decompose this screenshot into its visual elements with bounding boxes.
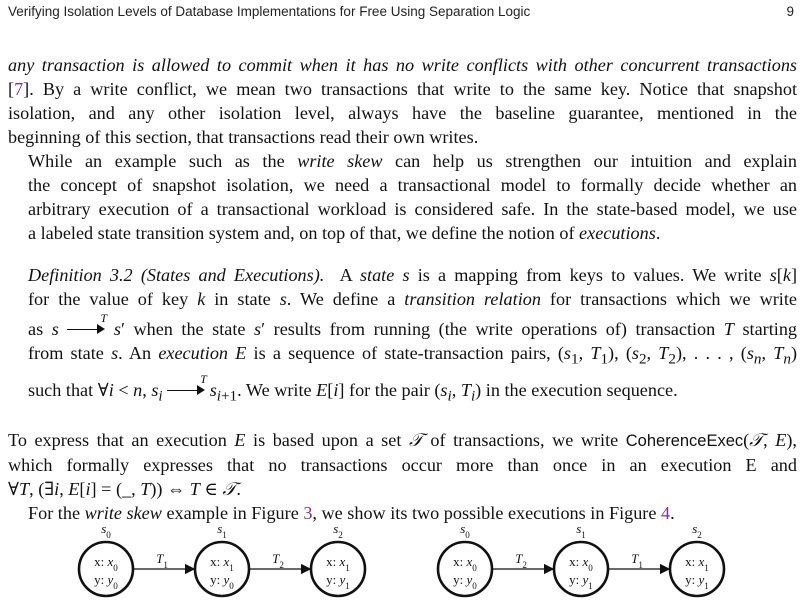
paragraph-write-skew: While an example such as the write skew can help us strengthen our intuition and explain the concept of snapshot isolation, we need a transactional model to formally decide whether an arbitrary execution of a transactional workload is considered safe. In the state-based model, we use a labeled state transition system and, on top of that, we define the notion of executions. xyxy=(8,149,797,245)
state-y-value: y: $y_1$ xyxy=(685,572,709,591)
state-y-value: y: $y_1$ xyxy=(569,572,593,591)
state-node xyxy=(311,542,365,596)
text-line: which formally expresses that no transactions occur more than once in an execution E and xyxy=(8,455,797,476)
state-label: $s_0$ xyxy=(460,521,470,540)
state-node xyxy=(670,542,724,596)
state-y-value: y: $y_0$ xyxy=(94,572,118,591)
running-header xyxy=(8,4,794,22)
state-x-value: x: $x_0$ xyxy=(569,554,593,573)
state-node xyxy=(554,542,608,596)
state-x-value: x: $x_0$ xyxy=(453,554,477,573)
state-x-value: x: $x_0$ xyxy=(94,554,118,573)
state-label: $s_1$ xyxy=(576,521,586,540)
definition-3-2: Definition 3.2 (States and Executions). A state s is a mapping from keys to values. We write s[k] for the value of key k in state s. We define a transition relation for transactions which we write as s T s′ when the state s′ results from running (the write operations of) transaction T starting from state s. An execution E is a sequence of state-transaction pairs, ($s_1$, $T_1$), ($s_2$, $T_2$), . . . , ($s_n$, $T_n$) such that ∀i < n, $s_i$ T $s_{i+1}$. We write E[i] for the pair ($s_i$, $T_i$) in the execution sequence. xyxy=(28,265,798,405)
text-line: beginning of this section, that transactions read their own writes. xyxy=(8,127,479,147)
text-line: isolation, and any other isolation level, always have the baseline guarantee, mentioned in the xyxy=(8,103,797,123)
definition-heading: Definition 3.2 (States and Executions). xyxy=(28,265,325,285)
state-y-value: y: $y_1$ xyxy=(326,572,350,591)
text-line: the concept of snapshot isolation, we need a transactional model to formally decide whether an xyxy=(28,175,797,195)
execution-diagram xyxy=(0,518,804,606)
paragraph-snapshot-isolation: any transaction is allowed to commit when it has no write conflicts with other concurrent transactions [7]. By a write conflict, we mean two transactions that write to the same key. Notice that snapshot isolation, and any other isolation level, always have the baseline guarantee, mentioned in the beginning of this section, that transactions read their own writes. xyxy=(8,55,797,147)
citation-link[interactable]: 7 xyxy=(14,79,24,99)
state-x-value: x: $x_1$ xyxy=(326,554,350,573)
page-body xyxy=(8,53,797,525)
figure-link-3[interactable]: 3 xyxy=(303,503,313,524)
transition-arrow: T xyxy=(67,322,105,336)
execution-diagram-svg xyxy=(0,518,804,606)
figure-link-4[interactable]: 4 xyxy=(661,503,671,524)
state-x-value: x: $x_1$ xyxy=(210,554,234,573)
page-number: 9 xyxy=(786,4,794,19)
state-y-value: y: $y_0$ xyxy=(210,572,234,591)
transition-label: $T_1$ xyxy=(156,551,168,570)
paragraph-figure-ref: For the write skew example in Figure 3, we show its two possible executions in Figure 4. xyxy=(28,503,675,524)
paper-title: Verifying Isolation Levels of Database Implementations for Free Using Separation Logic xyxy=(8,4,531,19)
state-node xyxy=(79,542,133,596)
state-label: $s_1$ xyxy=(217,521,227,540)
state-label: $s_0$ xyxy=(101,521,111,540)
transition-arrow: T xyxy=(167,383,205,397)
text-line: . By a write conflict, we mean two transactions that write to the same key. Notice that snapshot xyxy=(29,79,797,99)
transition-label: $T_2$ xyxy=(272,551,284,570)
transition-label: $T_1$ xyxy=(631,551,643,570)
state-node xyxy=(195,542,249,596)
text-line: arbitrary execution of a transactional workload is considered safe. In the state-based model, we use xyxy=(28,199,797,219)
state-label: $s_2$ xyxy=(692,521,702,540)
state-node xyxy=(438,542,492,596)
text-line: any transaction is allowed to commit when it has no write conflicts with other concurrent transactions xyxy=(8,55,797,75)
state-y-value: y: $y_0$ xyxy=(453,572,477,591)
paragraph-coherence: To express that an execution E is based upon a set 𝒯 of transactions, we write CoherenceExec(𝒯, E), which formally expresses that no transactions occur more than once in an execution E and ∀T, (∃i, E[i] = (_, T)) ⇔ T ∈ 𝒯. xyxy=(8,430,797,500)
state-label: $s_2$ xyxy=(333,521,343,540)
transition-label: $T_2$ xyxy=(515,551,527,570)
state-x-value: x: $x_1$ xyxy=(685,554,709,573)
